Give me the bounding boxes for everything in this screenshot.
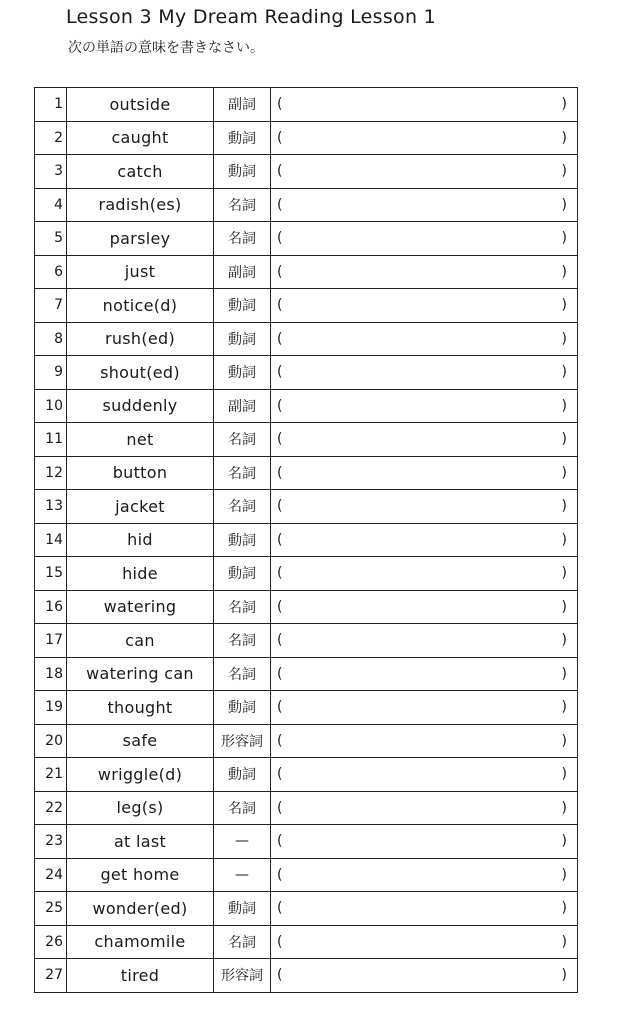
open-paren: (: [277, 230, 283, 247]
close-paren: ): [561, 766, 567, 783]
table-row: [35, 121, 578, 155]
row-number: 20: [35, 724, 67, 758]
part-of-speech: 動詞: [214, 289, 271, 323]
open-paren: (: [277, 397, 283, 414]
close-paren: ): [561, 230, 567, 247]
row-number: 12: [35, 456, 67, 490]
part-of-speech: 名詞: [214, 791, 271, 825]
close-paren: ): [561, 297, 567, 314]
answer-blank[interactable]: [271, 523, 578, 557]
row-number: 22: [35, 791, 67, 825]
vocab-word: rush(ed): [67, 322, 214, 356]
open-paren: (: [277, 565, 283, 582]
answer-blank[interactable]: [271, 925, 578, 959]
close-paren: ): [561, 196, 567, 213]
vocab-word: caught: [67, 121, 214, 155]
vocab-word: parsley: [67, 222, 214, 256]
part-of-speech: 形容詞: [214, 724, 271, 758]
table-row: [35, 724, 578, 758]
answer-blank[interactable]: [271, 456, 578, 490]
close-paren: ): [561, 263, 567, 280]
part-of-speech: 動詞: [214, 691, 271, 725]
row-number: 16: [35, 590, 67, 624]
part-of-speech: 名詞: [214, 657, 271, 691]
open-paren: (: [277, 498, 283, 515]
part-of-speech: 名詞: [214, 624, 271, 658]
table-row: [35, 188, 578, 222]
part-of-speech: —: [214, 825, 271, 859]
open-paren: (: [277, 96, 283, 113]
answer-blank[interactable]: [271, 356, 578, 390]
part-of-speech: 動詞: [214, 523, 271, 557]
vocab-word: outside: [67, 88, 214, 122]
open-paren: (: [277, 900, 283, 917]
vocab-word: chamomile: [67, 925, 214, 959]
answer-blank[interactable]: [271, 724, 578, 758]
table-row: [35, 925, 578, 959]
open-paren: (: [277, 598, 283, 615]
table-row: [35, 624, 578, 658]
row-number: 7: [35, 289, 67, 323]
vocab-word: can: [67, 624, 214, 658]
table-row: [35, 825, 578, 859]
answer-blank[interactable]: [271, 858, 578, 892]
close-paren: ): [561, 364, 567, 381]
vocab-word: hid: [67, 523, 214, 557]
table-row: [35, 88, 578, 122]
vocabulary-table: [34, 87, 578, 993]
open-paren: (: [277, 263, 283, 280]
table-row: [35, 858, 578, 892]
row-number: 4: [35, 188, 67, 222]
part-of-speech: 動詞: [214, 356, 271, 390]
vocab-word: wriggle(d): [67, 758, 214, 792]
table-row: [35, 590, 578, 624]
open-paren: (: [277, 766, 283, 783]
answer-blank[interactable]: [271, 624, 578, 658]
vocab-word: hide: [67, 557, 214, 591]
vocab-word: shout(ed): [67, 356, 214, 390]
row-number: 24: [35, 858, 67, 892]
answer-blank[interactable]: [271, 791, 578, 825]
part-of-speech: 副詞: [214, 389, 271, 423]
part-of-speech: 名詞: [214, 490, 271, 524]
close-paren: ): [561, 933, 567, 950]
part-of-speech: 動詞: [214, 155, 271, 189]
vocab-word: tired: [67, 959, 214, 993]
row-number: 13: [35, 490, 67, 524]
part-of-speech: 名詞: [214, 222, 271, 256]
open-paren: (: [277, 665, 283, 682]
part-of-speech: 動詞: [214, 121, 271, 155]
table-row: [35, 523, 578, 557]
part-of-speech: 名詞: [214, 590, 271, 624]
part-of-speech: —: [214, 858, 271, 892]
vocab-word: just: [67, 255, 214, 289]
vocab-word: leg(s): [67, 791, 214, 825]
part-of-speech: 副詞: [214, 88, 271, 122]
close-paren: ): [561, 665, 567, 682]
vocab-word: suddenly: [67, 389, 214, 423]
close-paren: ): [561, 464, 567, 481]
row-number: 23: [35, 825, 67, 859]
row-number: 11: [35, 423, 67, 457]
table-row: [35, 222, 578, 256]
table-row: [35, 255, 578, 289]
part-of-speech: 名詞: [214, 456, 271, 490]
close-paren: ): [561, 96, 567, 113]
close-paren: ): [561, 799, 567, 816]
vocab-word: net: [67, 423, 214, 457]
row-number: 21: [35, 758, 67, 792]
answer-blank[interactable]: [271, 557, 578, 591]
close-paren: ): [561, 732, 567, 749]
answer-blank[interactable]: [271, 657, 578, 691]
vocab-word: notice(d): [67, 289, 214, 323]
vocab-word: wonder(ed): [67, 892, 214, 926]
row-number: 27: [35, 959, 67, 993]
row-number: 25: [35, 892, 67, 926]
row-number: 10: [35, 389, 67, 423]
table-row: [35, 322, 578, 356]
part-of-speech: 名詞: [214, 925, 271, 959]
row-number: 9: [35, 356, 67, 390]
answer-blank[interactable]: [271, 222, 578, 256]
open-paren: (: [277, 297, 283, 314]
answer-blank[interactable]: [271, 590, 578, 624]
vocab-word: thought: [67, 691, 214, 725]
close-paren: ): [561, 397, 567, 414]
vocabulary-table-body: [35, 88, 578, 993]
row-number: 2: [35, 121, 67, 155]
vocab-word: get home: [67, 858, 214, 892]
vocab-word: safe: [67, 724, 214, 758]
part-of-speech: 副詞: [214, 255, 271, 289]
part-of-speech: 動詞: [214, 892, 271, 926]
open-paren: (: [277, 330, 283, 347]
open-paren: (: [277, 196, 283, 213]
open-paren: (: [277, 129, 283, 146]
row-number: 14: [35, 523, 67, 557]
answer-blank[interactable]: [271, 691, 578, 725]
part-of-speech: 動詞: [214, 322, 271, 356]
table-row: [35, 456, 578, 490]
row-number: 17: [35, 624, 67, 658]
vocab-word: button: [67, 456, 214, 490]
open-paren: (: [277, 464, 283, 481]
close-paren: ): [561, 565, 567, 582]
close-paren: ): [561, 531, 567, 548]
vocab-word: watering: [67, 590, 214, 624]
open-paren: (: [277, 364, 283, 381]
close-paren: ): [561, 598, 567, 615]
part-of-speech: 名詞: [214, 188, 271, 222]
answer-blank[interactable]: [271, 289, 578, 323]
open-paren: (: [277, 699, 283, 716]
answer-blank[interactable]: [271, 892, 578, 926]
table-row: [35, 557, 578, 591]
table-row: [35, 758, 578, 792]
vocab-word: at last: [67, 825, 214, 859]
close-paren: ): [561, 129, 567, 146]
table-row: [35, 657, 578, 691]
answer-blank[interactable]: [271, 121, 578, 155]
close-paren: ): [561, 431, 567, 448]
table-row: [35, 691, 578, 725]
worksheet-title: Lesson 3 My Dream Reading Lesson 1: [66, 6, 437, 28]
close-paren: ): [561, 866, 567, 883]
answer-blank[interactable]: [271, 825, 578, 859]
open-paren: (: [277, 531, 283, 548]
close-paren: ): [561, 699, 567, 716]
close-paren: ): [561, 833, 567, 850]
vocab-word: catch: [67, 155, 214, 189]
row-number: 26: [35, 925, 67, 959]
open-paren: (: [277, 866, 283, 883]
table-row: [35, 490, 578, 524]
row-number: 5: [35, 222, 67, 256]
table-row: [35, 356, 578, 390]
vocab-word: jacket: [67, 490, 214, 524]
answer-blank[interactable]: [271, 322, 578, 356]
close-paren: ): [561, 330, 567, 347]
table-row: [35, 892, 578, 926]
answer-blank[interactable]: [271, 255, 578, 289]
open-paren: (: [277, 833, 283, 850]
part-of-speech: 名詞: [214, 423, 271, 457]
row-number: 19: [35, 691, 67, 725]
part-of-speech: 動詞: [214, 557, 271, 591]
table-row: [35, 155, 578, 189]
answer-blank[interactable]: [271, 88, 578, 122]
part-of-speech: 形容詞: [214, 959, 271, 993]
worksheet-instruction: 次の単語の意味を書きなさい。: [68, 40, 264, 56]
close-paren: ): [561, 163, 567, 180]
answer-blank[interactable]: [271, 423, 578, 457]
close-paren: ): [561, 632, 567, 649]
vocab-word: radish(es): [67, 188, 214, 222]
open-paren: (: [277, 967, 283, 984]
table-row: [35, 791, 578, 825]
row-number: 1: [35, 88, 67, 122]
close-paren: ): [561, 900, 567, 917]
row-number: 18: [35, 657, 67, 691]
table-row: [35, 959, 578, 993]
answer-blank[interactable]: [271, 959, 578, 993]
table-row: [35, 289, 578, 323]
part-of-speech: 動詞: [214, 758, 271, 792]
row-number: 8: [35, 322, 67, 356]
table-row: [35, 389, 578, 423]
answer-blank[interactable]: [271, 188, 578, 222]
answer-blank[interactable]: [271, 389, 578, 423]
row-number: 15: [35, 557, 67, 591]
answer-blank[interactable]: [271, 758, 578, 792]
open-paren: (: [277, 431, 283, 448]
close-paren: ): [561, 967, 567, 984]
open-paren: (: [277, 933, 283, 950]
answer-blank[interactable]: [271, 490, 578, 524]
row-number: 3: [35, 155, 67, 189]
open-paren: (: [277, 732, 283, 749]
close-paren: ): [561, 498, 567, 515]
answer-blank[interactable]: [271, 155, 578, 189]
vocab-word: watering can: [67, 657, 214, 691]
open-paren: (: [277, 163, 283, 180]
row-number: 6: [35, 255, 67, 289]
table-row: [35, 423, 578, 457]
open-paren: (: [277, 799, 283, 816]
open-paren: (: [277, 632, 283, 649]
